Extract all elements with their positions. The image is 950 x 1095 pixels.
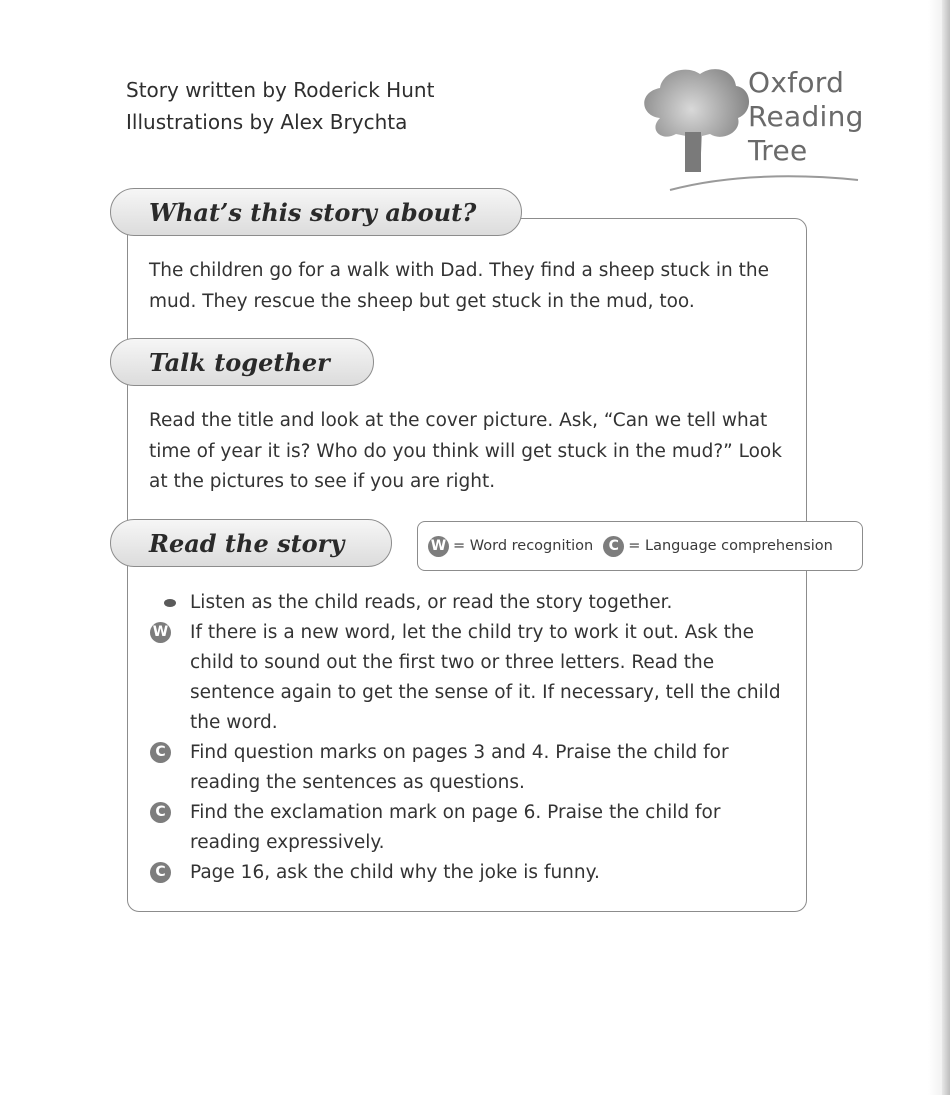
oxford-reading-tree-logo: [630, 62, 870, 192]
logo-wordmark: [748, 66, 864, 168]
list-item: [150, 858, 790, 888]
section-heading-about: What’s this story about?: [110, 188, 522, 236]
icon-key: [417, 521, 863, 571]
list-item: [150, 588, 790, 618]
logo-word-reading: Reading: [748, 100, 864, 133]
list-item: [150, 618, 790, 738]
section-heading-read: Read the story: [110, 519, 392, 567]
logo-word-oxford: Oxford: [748, 66, 845, 99]
list-item-text: If there is a new word, let the child try to work it out. Ask the child to sound out the first two or three letters. Read the sentence again to get the sense of it. If necessary, tell the child the word.: [190, 622, 781, 733]
list-item-text: Find question marks on pages 3 and 4. Praise the child for reading the sentences as questions.: [190, 742, 729, 793]
w-badge-icon: W: [428, 536, 449, 557]
key-language-comprehension: [603, 536, 833, 557]
credit-author: Story written by Roderick Hunt: [126, 78, 435, 102]
c-badge-icon: C: [150, 802, 171, 823]
key-w-label: = Word recognition: [453, 538, 594, 554]
c-badge-icon: C: [150, 862, 171, 883]
key-word-recognition: [428, 536, 593, 557]
section-text-talk: Read the title and look at the cover picture. Ask, “Can we tell what time of year it is? Who do you think will get stuck in the mud?” Look at the pictures to see if you are right.: [149, 410, 782, 492]
c-badge-icon: C: [603, 536, 624, 557]
c-badge-icon: C: [150, 742, 171, 763]
page-edge: [942, 0, 950, 1095]
list-item-text: Page 16, ask the child why the joke is funny.: [190, 862, 600, 883]
credits: [126, 74, 434, 138]
logo-word-tree: Tree: [748, 134, 808, 167]
reading-tips-list: [150, 588, 790, 888]
list-item: [150, 798, 790, 858]
section-text-about: The children go for a walk with Dad. They find a sheep stuck in the mud. They rescue the sheep but get stuck in the mud, too.: [149, 260, 769, 312]
list-item-text: Listen as the child reads, or read the story together.: [190, 592, 673, 613]
w-badge-icon: W: [150, 622, 171, 643]
list-item-text: Find the exclamation mark on page 6. Praise the child for reading expressively.: [190, 802, 721, 853]
credit-illustrator: Illustrations by Alex Brychta: [126, 110, 408, 134]
section-heading-talk: Talk together: [110, 338, 374, 386]
key-c-label: = Language comprehension: [628, 538, 833, 554]
list-item: [150, 738, 790, 798]
page-fold-shadow: [928, 0, 942, 1095]
bullet-icon: [164, 599, 176, 607]
